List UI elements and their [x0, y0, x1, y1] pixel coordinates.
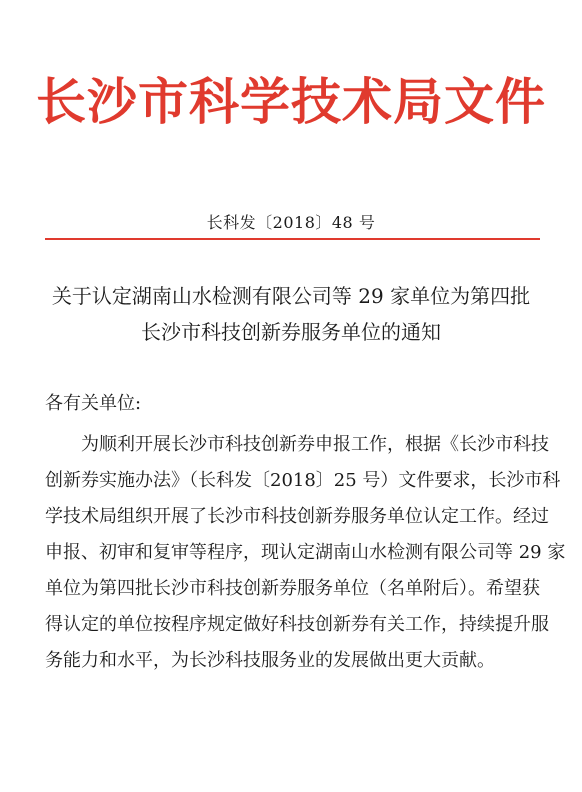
body-line: 申报、初审和复审等程序，现认定湖南山水检测有限公司等 29 家 [45, 542, 566, 563]
body-line: 为顺利开展长沙市科技创新券申报工作，根据《长沙市科技 [81, 434, 549, 455]
document-number: 长科发〔2018〕48 号 [206, 213, 376, 232]
salutation: 各有关单位: [45, 393, 142, 414]
document-header-title: 长沙市科学技术局文件 [36, 72, 546, 131]
body-line: 创新券实施办法》（长科发〔2018〕25 号）文件要求，长沙市科 [45, 470, 561, 491]
body-paragraph [45, 427, 566, 679]
notice-title [0, 278, 582, 350]
body-line: 得认定的单位按程序规定做好科技创新券有关工作，持续提升服 [45, 614, 549, 635]
body-line: 学技术局组织开展了长沙市科技创新券服务单位认定工作。经过 [45, 506, 549, 527]
notice-title-line-2: 长沙市科技创新券服务单位的通知 [141, 320, 441, 344]
red-divider-line [45, 238, 540, 240]
notice-title-line-1: 关于认定湖南山水检测有限公司等 29 家单位为第四批 [51, 284, 531, 308]
body-line: 务能力和水平，为长沙科技服务业的发展做出更大贡献。 [45, 650, 495, 671]
body-line: 单位为第四批长沙市科技创新券服务单位（名单附后）。希望获 [45, 578, 540, 599]
